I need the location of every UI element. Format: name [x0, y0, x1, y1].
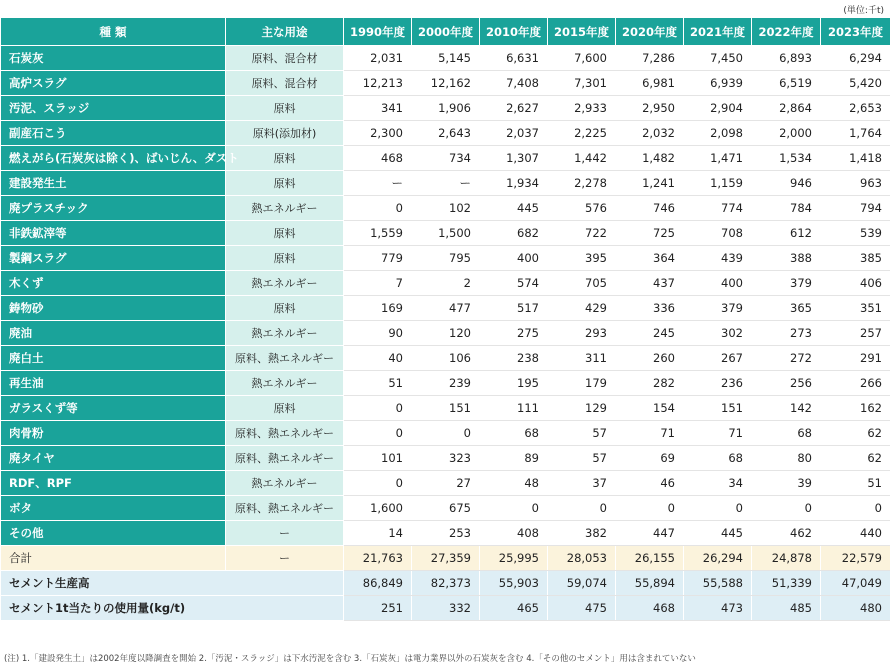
value-cell: 477 [412, 296, 480, 321]
value-cell: 7,450 [684, 46, 752, 71]
value-cell: 6,893 [752, 46, 821, 71]
value-cell: 6,939 [684, 71, 752, 96]
table-row [1, 121, 890, 146]
usage-cell: 原料、熱エネルギー [226, 346, 344, 371]
category-cell: その他 [1, 521, 226, 546]
usage-cell: ー [226, 546, 344, 571]
value-cell: 725 [616, 221, 684, 246]
usage-cell: 原料、混合材 [226, 71, 344, 96]
category-cell: 合計 [1, 546, 226, 571]
usage-cell: 原料、熱エネルギー [226, 446, 344, 471]
value-cell: 612 [752, 221, 821, 246]
value-cell: 24,878 [752, 546, 821, 571]
value-cell: 365 [752, 296, 821, 321]
value-cell: 6,631 [480, 46, 548, 71]
value-cell: 1,471 [684, 146, 752, 171]
value-cell: 59,074 [548, 571, 616, 596]
value-cell: 475 [548, 596, 616, 621]
value-cell: 5,420 [821, 71, 890, 96]
value-cell: 293 [548, 321, 616, 346]
category-cell: 廃油 [1, 321, 226, 346]
value-cell: 26,294 [684, 546, 752, 571]
value-cell: 2,225 [548, 121, 616, 146]
value-cell: 779 [344, 246, 412, 271]
value-cell: 51 [344, 371, 412, 396]
value-cell: 25,995 [480, 546, 548, 571]
category-cell: ガラスくず等 [1, 396, 226, 421]
value-cell: 2,643 [412, 121, 480, 146]
header-year: 2023年度 [821, 18, 890, 46]
value-cell: 1,764 [821, 121, 890, 146]
value-cell: 400 [684, 271, 752, 296]
value-cell: 239 [412, 371, 480, 396]
value-cell: 385 [821, 246, 890, 271]
usage-cell: 原料 [226, 146, 344, 171]
value-cell: 80 [752, 446, 821, 471]
value-cell: 0 [344, 471, 412, 496]
value-cell: 71 [616, 421, 684, 446]
per-ton-row [1, 596, 890, 621]
table-row [1, 171, 890, 196]
usage-cell: 原料 [226, 96, 344, 121]
value-cell: 273 [752, 321, 821, 346]
category-cell: セメント生産高 [1, 571, 344, 596]
value-cell: 48 [480, 471, 548, 496]
value-cell: 251 [344, 596, 412, 621]
value-cell: 311 [548, 346, 616, 371]
value-cell: 195 [480, 371, 548, 396]
value-cell: 57 [548, 421, 616, 446]
value-cell: 2,031 [344, 46, 412, 71]
value-cell: 675 [412, 496, 480, 521]
category-cell: 副産石こう [1, 121, 226, 146]
table-body [1, 46, 890, 621]
header-usage: 主な用途 [226, 18, 344, 46]
value-cell: 34 [684, 471, 752, 496]
value-cell: 465 [480, 596, 548, 621]
value-cell: 55,588 [684, 571, 752, 596]
value-cell: 2,627 [480, 96, 548, 121]
value-cell: 1,600 [344, 496, 412, 521]
category-cell: 廃白土 [1, 346, 226, 371]
value-cell: 68 [684, 446, 752, 471]
table-row [1, 371, 890, 396]
value-cell: 7,301 [548, 71, 616, 96]
value-cell: 1,418 [821, 146, 890, 171]
table-row [1, 446, 890, 471]
value-cell: 400 [480, 246, 548, 271]
table-row [1, 246, 890, 271]
value-cell: 445 [684, 521, 752, 546]
value-cell: 473 [684, 596, 752, 621]
waste-usage-table [0, 17, 890, 621]
value-cell: 111 [480, 396, 548, 421]
value-cell: 1,500 [412, 221, 480, 246]
value-cell: 440 [821, 521, 890, 546]
value-cell: 336 [616, 296, 684, 321]
usage-cell: 熱エネルギー [226, 321, 344, 346]
value-cell: 351 [821, 296, 890, 321]
value-cell: ー [412, 171, 480, 196]
value-cell: 408 [480, 521, 548, 546]
header-year: 2000年度 [412, 18, 480, 46]
value-cell: 574 [480, 271, 548, 296]
value-cell: 379 [752, 271, 821, 296]
value-cell: 7,408 [480, 71, 548, 96]
value-cell: 0 [616, 496, 684, 521]
value-cell: 106 [412, 346, 480, 371]
value-cell: 445 [480, 196, 548, 221]
value-cell: 946 [752, 171, 821, 196]
category-cell: ボタ [1, 496, 226, 521]
value-cell: 705 [548, 271, 616, 296]
value-cell: 62 [821, 446, 890, 471]
usage-cell: 原料(添加材) [226, 121, 344, 146]
value-cell: 37 [548, 471, 616, 496]
value-cell: 275 [480, 321, 548, 346]
category-cell: 廃タイヤ [1, 446, 226, 471]
table-row [1, 521, 890, 546]
value-cell: 68 [480, 421, 548, 446]
table-row [1, 96, 890, 121]
value-cell: 179 [548, 371, 616, 396]
value-cell: 68 [752, 421, 821, 446]
value-cell: 2,098 [684, 121, 752, 146]
value-cell: 2,032 [616, 121, 684, 146]
value-cell: 253 [412, 521, 480, 546]
value-cell: 7 [344, 271, 412, 296]
value-cell: 236 [684, 371, 752, 396]
value-cell: 1,241 [616, 171, 684, 196]
value-cell: 90 [344, 321, 412, 346]
total-row [1, 546, 890, 571]
value-cell: 22,579 [821, 546, 890, 571]
value-cell: 169 [344, 296, 412, 321]
value-cell: 439 [684, 246, 752, 271]
value-cell: 774 [684, 196, 752, 221]
value-cell: 6,294 [821, 46, 890, 71]
value-cell: 39 [752, 471, 821, 496]
usage-cell: 熱エネルギー [226, 371, 344, 396]
value-cell: 480 [821, 596, 890, 621]
value-cell: 2,278 [548, 171, 616, 196]
value-cell: 82,373 [412, 571, 480, 596]
value-cell: 794 [821, 196, 890, 221]
value-cell: 682 [480, 221, 548, 246]
value-cell: 1,482 [616, 146, 684, 171]
value-cell: 2,000 [752, 121, 821, 146]
category-cell: 非鉄鉱滓等 [1, 221, 226, 246]
value-cell: 395 [548, 246, 616, 271]
value-cell: 151 [412, 396, 480, 421]
category-cell: 木くず [1, 271, 226, 296]
value-cell: 963 [821, 171, 890, 196]
value-cell: 69 [616, 446, 684, 471]
table-row [1, 321, 890, 346]
value-cell: 21,763 [344, 546, 412, 571]
value-cell: 2,950 [616, 96, 684, 121]
value-cell: 379 [684, 296, 752, 321]
value-cell: 734 [412, 146, 480, 171]
footnote: (注) 1.「建設発生土」は2002年度以降調査を開始 2.「汚泥・スラッジ」は下水汚泥を含む 3.「石炭灰」は電力業界以外の石炭灰を含む 4.「その他のセメント」用は含まれていない [4, 654, 696, 664]
table-row [1, 296, 890, 321]
value-cell: 722 [548, 221, 616, 246]
table-row [1, 396, 890, 421]
value-cell: 266 [821, 371, 890, 396]
value-cell: 0 [480, 496, 548, 521]
value-cell: 1,559 [344, 221, 412, 246]
value-cell: 51 [821, 471, 890, 496]
category-cell: RDF、RPF [1, 471, 226, 496]
value-cell: 245 [616, 321, 684, 346]
value-cell: 162 [821, 396, 890, 421]
header-year: 2020年度 [616, 18, 684, 46]
value-cell: 468 [616, 596, 684, 621]
value-cell: 142 [752, 396, 821, 421]
value-cell: 6,981 [616, 71, 684, 96]
value-cell: 154 [616, 396, 684, 421]
value-cell: 2,933 [548, 96, 616, 121]
value-cell: 46 [616, 471, 684, 496]
value-cell: 14 [344, 521, 412, 546]
usage-cell: 熱エネルギー [226, 471, 344, 496]
table-row [1, 46, 890, 71]
value-cell: 0 [344, 196, 412, 221]
value-cell: 102 [412, 196, 480, 221]
usage-cell: 熱エネルギー [226, 271, 344, 296]
value-cell: 468 [344, 146, 412, 171]
category-cell: 建設発生土 [1, 171, 226, 196]
value-cell: 429 [548, 296, 616, 321]
value-cell: 12,162 [412, 71, 480, 96]
value-cell: 388 [752, 246, 821, 271]
value-cell: 55,894 [616, 571, 684, 596]
value-cell: 382 [548, 521, 616, 546]
table-row [1, 346, 890, 371]
value-cell: 57 [548, 446, 616, 471]
value-cell: 12,213 [344, 71, 412, 96]
value-cell: 0 [684, 496, 752, 521]
category-cell: 石炭灰 [1, 46, 226, 71]
category-cell: 鋳物砂 [1, 296, 226, 321]
value-cell: 364 [616, 246, 684, 271]
category-cell: セメント1t当たりの使用量(kg/t) [1, 596, 344, 621]
header-year: 2015年度 [548, 18, 616, 46]
value-cell: 5,145 [412, 46, 480, 71]
value-cell: 272 [752, 346, 821, 371]
value-cell: 2 [412, 271, 480, 296]
value-cell: 2,300 [344, 121, 412, 146]
category-cell: 肉骨粉 [1, 421, 226, 446]
value-cell: 62 [821, 421, 890, 446]
table-row [1, 196, 890, 221]
header-year: 2021年度 [684, 18, 752, 46]
value-cell: 291 [821, 346, 890, 371]
value-cell: 120 [412, 321, 480, 346]
table-row [1, 71, 890, 96]
value-cell: 26,155 [616, 546, 684, 571]
value-cell: 0 [344, 396, 412, 421]
usage-cell: 原料 [226, 221, 344, 246]
value-cell: 302 [684, 321, 752, 346]
value-cell: 341 [344, 96, 412, 121]
value-cell: 0 [821, 496, 890, 521]
value-cell: 28,053 [548, 546, 616, 571]
value-cell: 437 [616, 271, 684, 296]
header-year: 1990年度 [344, 18, 412, 46]
value-cell: 27 [412, 471, 480, 496]
usage-cell: 熱エネルギー [226, 196, 344, 221]
value-cell: 257 [821, 321, 890, 346]
value-cell: 40 [344, 346, 412, 371]
value-cell: 6,519 [752, 71, 821, 96]
header-category: 種 類 [1, 18, 226, 46]
value-cell: 485 [752, 596, 821, 621]
category-cell: 再生油 [1, 371, 226, 396]
value-cell: 1,442 [548, 146, 616, 171]
value-cell: 7,286 [616, 46, 684, 71]
value-cell: 447 [616, 521, 684, 546]
value-cell: 746 [616, 196, 684, 221]
value-cell: 129 [548, 396, 616, 421]
value-cell: 0 [752, 496, 821, 521]
table-row [1, 421, 890, 446]
table-row [1, 496, 890, 521]
value-cell: 101 [344, 446, 412, 471]
table-row [1, 471, 890, 496]
value-cell: 2,864 [752, 96, 821, 121]
category-cell: 廃プラスチック [1, 196, 226, 221]
usage-cell: ー [226, 521, 344, 546]
usage-cell: 原料 [226, 396, 344, 421]
unit-label: (単位:千t) [843, 6, 884, 16]
value-cell: 256 [752, 371, 821, 396]
header-year: 2022年度 [752, 18, 821, 46]
value-cell: 784 [752, 196, 821, 221]
value-cell: 238 [480, 346, 548, 371]
value-cell: 462 [752, 521, 821, 546]
value-cell: 0 [548, 496, 616, 521]
value-cell: 708 [684, 221, 752, 246]
value-cell: 47,049 [821, 571, 890, 596]
category-cell: 汚泥、スラッジ [1, 96, 226, 121]
usage-cell: 原料 [226, 296, 344, 321]
value-cell: 1,934 [480, 171, 548, 196]
value-cell: 2,653 [821, 96, 890, 121]
table-row [1, 146, 890, 171]
value-cell: 1,534 [752, 146, 821, 171]
usage-cell: 原料 [226, 171, 344, 196]
value-cell: 1,307 [480, 146, 548, 171]
value-cell: 282 [616, 371, 684, 396]
value-cell: 0 [344, 421, 412, 446]
value-cell: 332 [412, 596, 480, 621]
value-cell: 267 [684, 346, 752, 371]
value-cell: 795 [412, 246, 480, 271]
table-row [1, 271, 890, 296]
usage-cell: 原料、熱エネルギー [226, 496, 344, 521]
value-cell: ー [344, 171, 412, 196]
header-year: 2010年度 [480, 18, 548, 46]
header-row [1, 18, 890, 46]
value-cell: 260 [616, 346, 684, 371]
value-cell: 86,849 [344, 571, 412, 596]
value-cell: 71 [684, 421, 752, 446]
value-cell: 27,359 [412, 546, 480, 571]
value-cell: 2,037 [480, 121, 548, 146]
value-cell: 7,600 [548, 46, 616, 71]
usage-cell: 原料 [226, 246, 344, 271]
value-cell: 89 [480, 446, 548, 471]
table-row [1, 221, 890, 246]
value-cell: 323 [412, 446, 480, 471]
usage-cell: 原料、熱エネルギー [226, 421, 344, 446]
value-cell: 1,906 [412, 96, 480, 121]
value-cell: 51,339 [752, 571, 821, 596]
value-cell: 406 [821, 271, 890, 296]
value-cell: 151 [684, 396, 752, 421]
value-cell: 55,903 [480, 571, 548, 596]
value-cell: 2,904 [684, 96, 752, 121]
category-cell: 燃えがら(石炭灰は除く)、ばいじん、ダスト [1, 146, 226, 171]
value-cell: 0 [412, 421, 480, 446]
value-cell: 539 [821, 221, 890, 246]
value-cell: 517 [480, 296, 548, 321]
value-cell: 576 [548, 196, 616, 221]
production-row [1, 571, 890, 596]
value-cell: 1,159 [684, 171, 752, 196]
category-cell: 製鋼スラグ [1, 246, 226, 271]
category-cell: 高炉スラグ [1, 71, 226, 96]
usage-cell: 原料、混合材 [226, 46, 344, 71]
